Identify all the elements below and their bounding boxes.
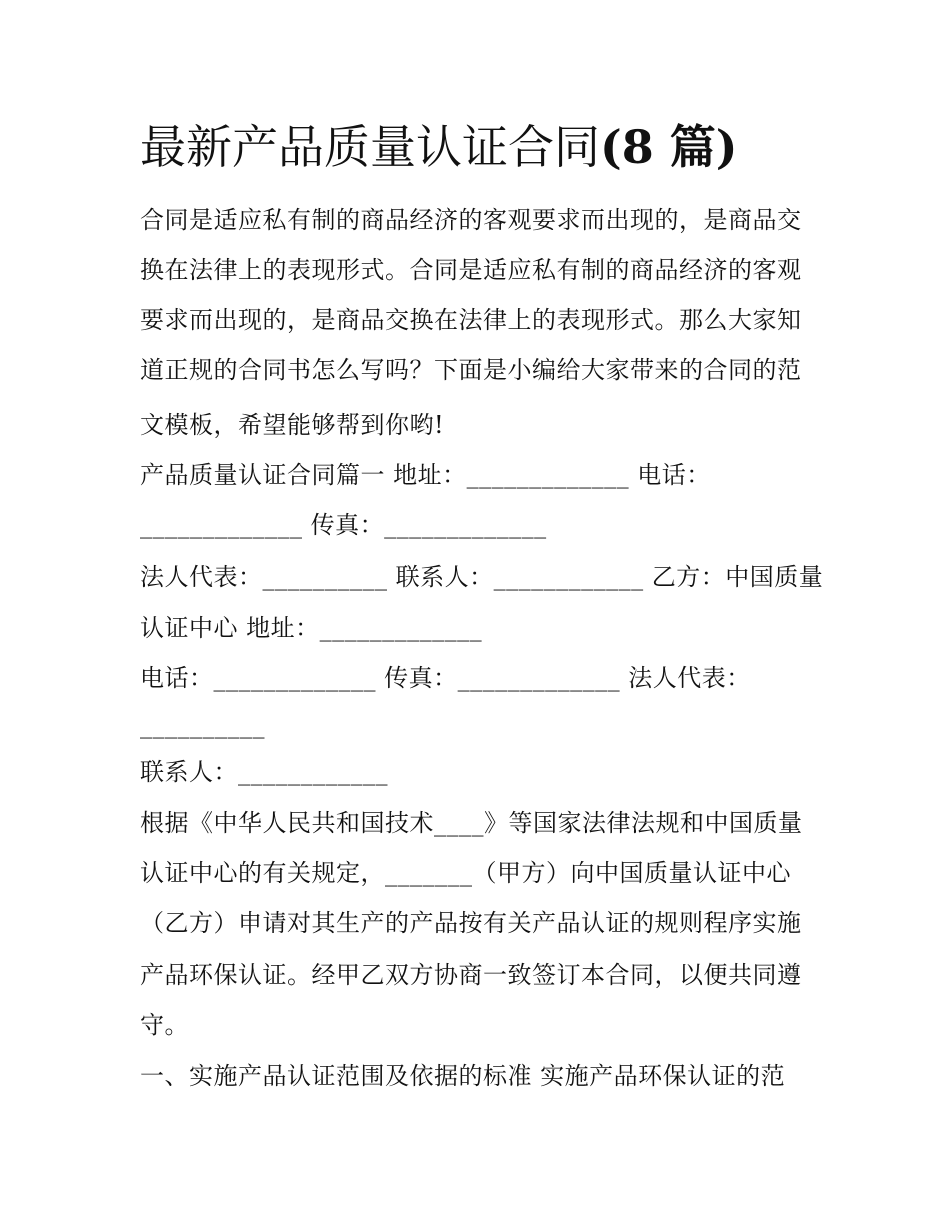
paragraph-line: 产品质量认证合同篇一 地址：_____________ 电话： <box>140 461 711 489</box>
paragraph-line: 一、实施产品认证范围及依据的标准 实施产品环保认证的范 <box>140 1062 786 1090</box>
page-title <box>140 112 840 182</box>
title-suffix: (8 篇) <box>600 120 738 174</box>
paragraph-line: 换在法律上的表现形式。合同是适应私有制的商品经济的客观 <box>140 256 802 284</box>
title-main: 最新产品质量认证合同 <box>140 120 600 174</box>
paragraph-line: 法人代表：__________ 联系人：____________ 乙方：中国质量 <box>140 563 824 591</box>
paragraph-line: 合同是适应私有制的商品经济的客观要求而出现的，是商品交 <box>140 206 802 234</box>
paragraph-line: 联系人：____________ <box>140 758 388 786</box>
paragraph-line: 认证中心 地址：_____________ <box>140 614 483 642</box>
paragraph-line: 认证中心的有关规定，_______（甲方）向中国质量认证中心 <box>140 859 791 887</box>
paragraph-line: 电话：_____________ 传真：_____________ 法人代表： <box>140 664 751 692</box>
paragraph-line: 根据《中华人民共和国技术____》等国家法律法规和中国质量 <box>140 809 803 837</box>
paragraph-line: 文模板，希望能够帮到你哟! <box>140 411 445 439</box>
paragraph-line: _____________ 传真：_____________ <box>140 511 547 539</box>
paragraph-line: 产品环保认证。经甲乙双方协商一致签订本合同，以便共同遵 <box>140 961 802 989</box>
paragraph-line: 守。 <box>140 1011 189 1039</box>
paragraph-line: __________ <box>140 711 265 739</box>
paragraph-line: （乙方）申请对其生产的产品按有关产品认证的规则程序实施 <box>140 909 802 937</box>
paragraph-line: 要求而出现的，是商品交换在法律上的表现形式。那么大家知 <box>140 306 802 334</box>
paragraph-line: 道正规的合同书怎么写吗？下面是小编给大家带来的合同的范 <box>140 356 802 384</box>
